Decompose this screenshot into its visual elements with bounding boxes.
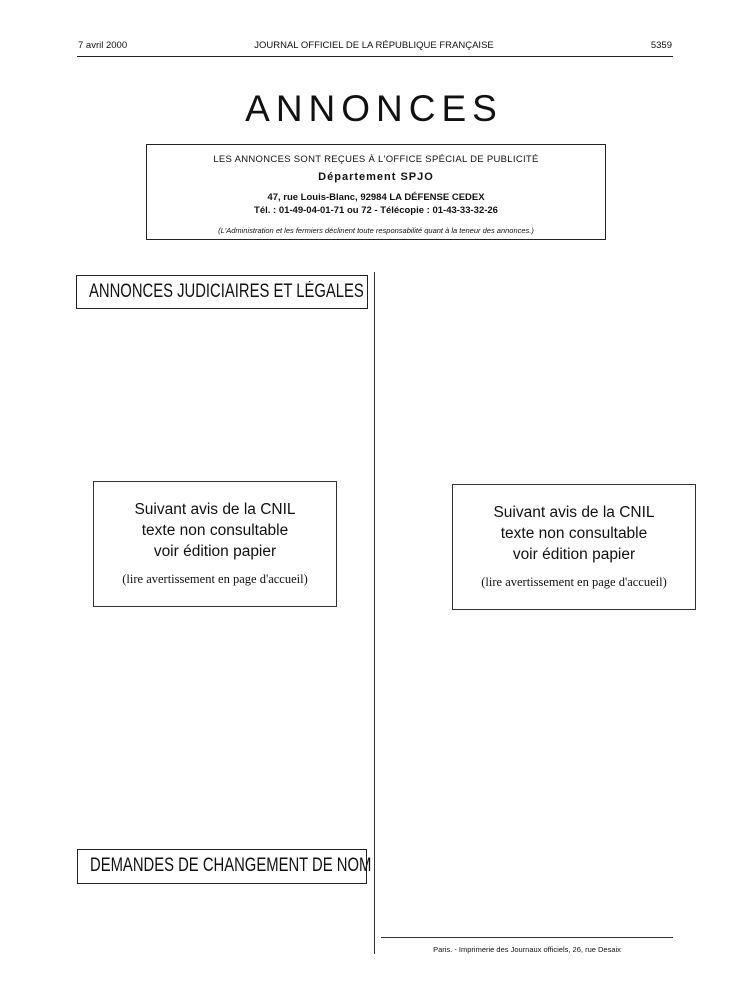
cnil-notice-right <box>452 484 696 610</box>
journal-title: JOURNAL OFFICIEL DE LA RÉPUBLIQUE FRANÇAISE <box>254 40 494 51</box>
cnil-notice-line2: texte non consultable <box>141 522 289 539</box>
cnil-notice-line3: voir édition papier <box>153 543 277 560</box>
advertising-office-box <box>146 144 606 240</box>
page-number: 5359 <box>650 40 672 51</box>
info-disclaimer: (L'Administration et les fermiers déclinent toute responsabilité quant à la teneur des annonces.) <box>218 226 534 235</box>
section-heading-judiciaires-label: ANNONCES JUDICIAIRES ET LÉGALES <box>89 281 364 302</box>
cnil-notice-line1: Suivant avis de la CNIL <box>134 501 296 518</box>
info-address: 47, rue Louis-Blanc, 92984 LA DÉFENSE CEDEX <box>267 192 485 203</box>
info-department: Département SPJO <box>318 171 434 183</box>
header-divider <box>77 56 673 57</box>
info-phones: Tél. : 01-49-04-01-71 ou 72 - Télécopie : 01-43-33-32-26 <box>254 205 498 216</box>
section-heading-judiciaires <box>76 275 368 309</box>
cnil-notice-line2: texte non consultable <box>500 525 648 542</box>
cnil-notice-note: (lire avertissement en page d'accueil) <box>481 575 667 589</box>
section-heading-changement-nom-label: DEMANDES DE CHANGEMENT DE NOM <box>90 855 372 876</box>
header-date: 7 avril 2000 <box>78 40 128 51</box>
printer-imprint: Paris. - Imprimerie des Journaux officiels, 26, rue Desaix <box>433 945 621 954</box>
page-title: ANNONCES <box>245 88 503 129</box>
cnil-notice-left <box>93 481 337 607</box>
cnil-notice-line1: Suivant avis de la CNIL <box>493 504 655 521</box>
section-heading-changement-nom <box>77 849 372 884</box>
cnil-notice-note: (lire avertissement en page d'accueil) <box>122 572 308 586</box>
info-intro: LES ANNONCES SONT REÇUES À L'OFFICE SPÉCIAL DE PUBLICITÉ <box>213 154 539 165</box>
cnil-notice-line3: voir édition papier <box>512 546 636 563</box>
footer-divider <box>381 937 673 938</box>
